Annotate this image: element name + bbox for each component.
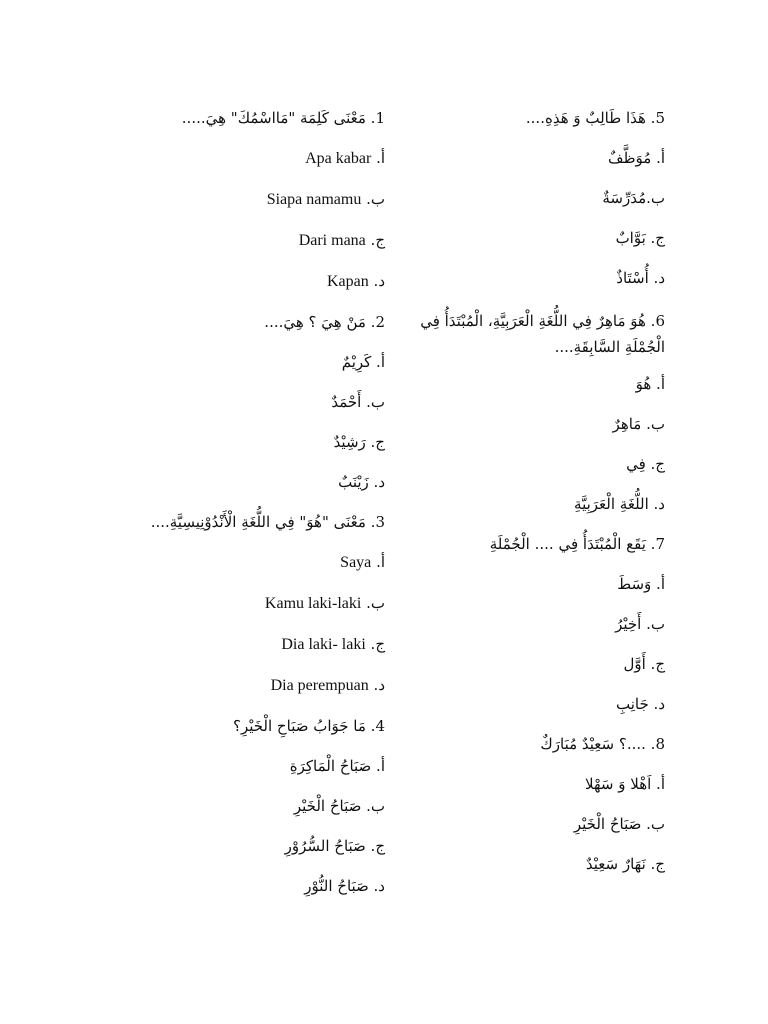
option-mark: ج. <box>370 231 385 249</box>
question-6-option-b: ب. مَاهِرٌ <box>612 415 665 433</box>
question-1: 1. مَعْنَى كَلِمَة "مَااسْمُكَ" هِيَ..... <box>181 109 385 127</box>
right-column <box>410 108 665 894</box>
option-mark: د. <box>373 272 385 290</box>
option-text: Dia perempuan <box>270 677 369 694</box>
question-5-option-a: أ. مُوَظَّفٌ <box>608 149 665 167</box>
option-text: Siapa namamu <box>266 191 362 208</box>
option-mark: ج. <box>370 635 385 653</box>
option-text: Kapan <box>327 273 369 290</box>
question-7-option-a: أ. وَسَطَ <box>617 575 665 593</box>
question-3-option-b <box>150 593 385 614</box>
question-5: 5. هَذَا طَالِبٌ وَ هَذِهِ.... <box>525 109 665 127</box>
question-1-option-b <box>150 189 385 210</box>
option-mark: ب. <box>366 594 385 612</box>
question-1-option-d <box>150 271 385 292</box>
question-8-option-c: ج. نَهَارٌ سَعِيْدٌ <box>585 855 665 873</box>
question-4-option-b: ب. صَبَاحُ الْخَيْرِ <box>293 797 385 815</box>
question-8-option-b: ب. صَبَاحُ الْخَيْرِ <box>573 815 665 833</box>
question-4: 4. مَا جَوَابُ صَبَاحِ الْخَيْرِ؟ <box>232 717 385 735</box>
question-6-option-d: د. اللُّغَةِ الْعَرَبِيَّةِ <box>574 495 665 513</box>
question-7-option-b: ب. أَخِيْرُ <box>615 615 665 633</box>
question-7-option-c: ج. أَوَّل <box>623 655 665 673</box>
option-mark: د. <box>373 676 385 694</box>
option-text: Dari mana <box>298 232 366 249</box>
option-mark: أ. <box>376 553 385 571</box>
question-8: 8. ....؟ سَعِيْدٌ مُبَارَكٌ <box>540 735 665 753</box>
option-text: Dia laki- laki <box>281 636 366 653</box>
question-2: 2. مَنْ هِيَ ؟ هِيَ.... <box>264 313 385 331</box>
question-5-option-d: د. أُسْتَاذٌ <box>616 269 665 287</box>
question-1-option-a <box>150 148 385 169</box>
question-7: 7. يَقَع الْمُبْتَدَأُ فِي .... الْجُمْلَةِ <box>489 535 665 553</box>
question-4-option-a: أ. صَبَاحُ الْمَاكِرَةِ <box>289 757 385 775</box>
question-2-option-c: ج. رَشِيْدٌ <box>333 433 385 451</box>
option-text: Kamu laki-laki <box>264 595 362 612</box>
question-2-option-d: د. زَيْنَبٌ <box>338 473 385 491</box>
question-6: 6. هُوَ مَاهِرٌ فِي اللُّغَةِ الْعَرَبِيَّةِ، الْمُبْتَدَأُ فِي الْجُمْلَةِ السَّابِقَةِ.... <box>420 312 665 356</box>
question-3-option-d <box>150 675 385 696</box>
option-mark: ب. <box>366 190 385 208</box>
question-3-option-c <box>150 634 385 655</box>
question-2-option-b: ب. أَحْمَدٌ <box>331 393 385 411</box>
left-column <box>150 108 385 916</box>
option-mark: أ. <box>376 149 385 167</box>
question-5-option-b: ب.مُدَرِّسَةٌ <box>602 189 665 207</box>
question-3: 3. مَعْنَى "هُوَ" فِي اللُّغَةِ الْأَنْدُوْنِيسِيَّةِ.... <box>150 513 385 531</box>
question-2-option-a: أ. كَرِيْمٌ <box>341 353 385 371</box>
question-4-option-c: ج. صَبَاحُ السُّرُوْرِ <box>284 837 385 855</box>
question-4-option-d: د. صَبَاحُ النُّوْرِ <box>304 877 385 895</box>
question-8-option-a: أ. اَهْلا وَ سَهْلا <box>585 775 665 793</box>
question-6-option-c: ج. فِي <box>626 455 665 473</box>
option-text: Saya <box>340 554 372 571</box>
question-3-option-a <box>150 552 385 573</box>
option-text: Apa kabar <box>305 150 372 167</box>
question-1-option-c <box>150 230 385 251</box>
question-5-option-c: ج. بَوَّابٌ <box>615 229 665 247</box>
question-6-option-a: أ. هُوَ <box>635 375 665 393</box>
question-7-option-d: د. جَانِبِ <box>616 695 665 713</box>
